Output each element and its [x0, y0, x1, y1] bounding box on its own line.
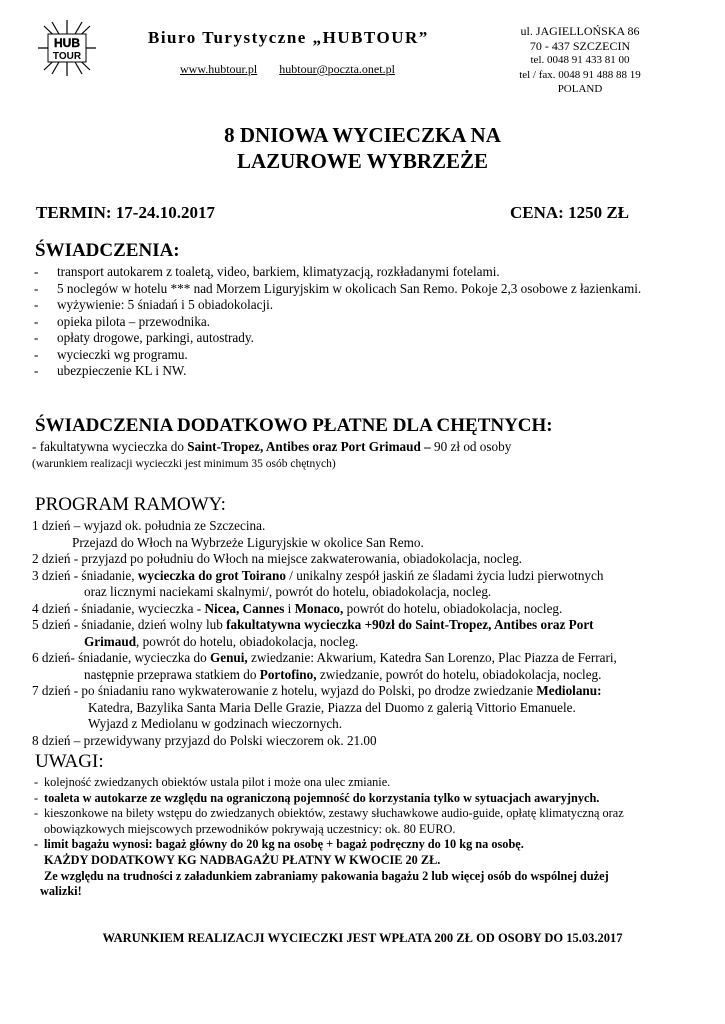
program-day-7-cont2: Wyjazd z Mediolanu w godzinach wieczornych.	[88, 716, 343, 731]
program-section	[32, 494, 697, 749]
payment-condition: WARUNKIEM REALIZACJI WYCIECZKI JEST WPŁATA 200 ZŁ OD OSOBY DO 15.03.2017	[102, 931, 623, 945]
hubtour-logo	[30, 20, 104, 76]
included-services-heading: ŚWIADCZENIA:	[35, 240, 180, 261]
note-item-cont: obowiązkowych miejscowych przewodników pokrywają uczestnicy: ok. 80 EURO.	[44, 821, 456, 836]
website-link[interactable]: www.hubtour.pl	[180, 62, 258, 76]
trip-price: CENA: 1250 ZŁ	[510, 203, 630, 222]
email-link[interactable]: hubtour@poczta.onet.pl	[279, 62, 395, 76]
program-day-7-cont: Katedra, Bazylika Santa Maria Delle Grazie, Piazza del Duomo z galerią Vittorio Emanuele.	[88, 699, 576, 715]
program-day-3: 3 dzień - śniadanie, wycieczka do grot Toirano / unikalny zespół jaskiń ze śladami życia ludzi pierwotnych	[32, 567, 604, 583]
program-day-6: 6 dzień- śniadanie, wycieczka do Genui, zwiedzanie: Akwarium, Katedra San Lorenzo, Plac Piazza de Ferrari,	[32, 650, 617, 665]
program-day-6-cont: następnie przeprawa statkiem do Portofino, zwiedzanie, powrót do hotelu, obiadokolacja, nocleg.	[84, 666, 602, 682]
brand-title: Biuro Turystyczne „HUBTOUR”	[148, 28, 429, 47]
list-item: - ubezpieczenie KL i NW.	[34, 363, 187, 378]
brand-links	[180, 62, 395, 77]
company-address	[500, 24, 660, 97]
program-day-4: 4 dzień - śniadanie, wycieczka - Nicea, Cannes i Monaco, powrót do hotelu, obiadokolacja, nocleg.	[32, 600, 563, 616]
program-heading: PROGRAM RAMOWY:	[35, 494, 226, 515]
trip-title-line1: 8 DNIOWA WYCIECZKA NA	[224, 123, 501, 147]
list-item: - wyżywienie: 5 śniadań i 5 obiadokolacji.	[34, 297, 274, 312]
note-item-cont: walizki!	[40, 884, 82, 899]
program-day-7: 7 dzień - po śniadaniu rano wykwaterowanie z hotelu, wyjazd do Polski, po drodze zwiedzanie Mediolanu:	[32, 683, 602, 698]
notes-section	[32, 751, 697, 900]
program-day-1: 1 dzień – wyjazd ok. południa ze Szczecina.	[32, 518, 266, 533]
note-item-cont: Ze względu na trudności z załadunkiem zabraniamy pakowania bagażu 2 lub więcej osób do wspólnej dużej	[44, 868, 609, 883]
list-item: - 5 noclegów w hotelu *** nad Morzem Liguryjskim w okolicach San Remo. Pokoje 2,3 osobowe z łazienkami.	[34, 280, 642, 296]
list-item: - transport autokarem z toaletą, video, barkiem, klimatyzacją, rozkładanymi fotelami.	[34, 264, 500, 279]
note-item-cont: KAŻDY DODATKOWY KG NADBAGAŻU PŁATNY W KWOCIE 20 ZŁ.	[44, 852, 441, 867]
address-fax: tel / fax. 0048 91 488 88 19	[519, 68, 641, 81]
address-street: ul. JAGIELLOŃSKA 86	[520, 24, 640, 38]
program-day-8: 8 dzień – przewidywany przyjazd do Polski wieczorem ok. 21.00	[32, 732, 377, 748]
address-phone: tel. 0048 91 433 81 00	[530, 54, 630, 66]
list-item: - opłaty drogowe, parkingi, autostrady.	[34, 330, 254, 345]
program-day-1-cont: Przejazd do Włoch na Wybrzeże Liguryjskie w okolice San Remo.	[72, 534, 424, 550]
trip-dates: TERMIN: 17-24.10.2017	[36, 203, 215, 222]
address-country: POLAND	[557, 83, 603, 95]
note-item: - kieszonkowe na bilety wstępu do zwiedzanych obiektów, zestawy słuchawkowe audio-guide, opłatę klimatyczną oraz	[34, 806, 624, 821]
trip-title-line2: LAZUROWE WYBRZEŻE	[236, 149, 489, 173]
included-services-list	[32, 264, 697, 380]
program-day-3-cont: oraz licznymi naciekami skalnymi/, powrót do hotelu, obiadokolacja, nocleg.	[84, 584, 492, 599]
program-day-2: 2 dzień - przyjazd po południu do Włoch na miejsce zakwaterowania, obiadokolacja, nocleg.	[32, 551, 523, 566]
notes-list	[32, 775, 697, 900]
address-city: 70 - 437 SZCZECIN	[529, 38, 631, 53]
program-day-5-cont: Grimaud, powrót do hotelu, obiadokolacja, nocleg.	[84, 633, 359, 649]
logo-text-top: HUB	[54, 36, 80, 50]
optional-excursion-line: - fakultatywna wycieczka do Saint-Tropez, Antibes oraz Port Grimaud – 90 zł od osoby	[32, 439, 512, 454]
optional-services-section	[32, 415, 697, 472]
trip-title	[0, 122, 725, 174]
note-item: - kolejność zwiedzanych obiektów ustala pilot i może ona ulec zmianie.	[34, 775, 391, 789]
optional-excursion-note: (warunkiem realizacji wycieczki jest minimum 35 osób chętnych)	[32, 457, 336, 470]
logo-text-bottom: TOUR	[52, 51, 82, 62]
optional-services-heading: ŚWIADCZENIA DODATKOWO PŁATNE DLA CHĘTNYCH:	[35, 415, 553, 436]
note-item: - toaleta w autokarze ze względu na ograniczoną pojemność do korzystania tylko w sytuacjach awaryjnych.	[34, 790, 600, 805]
list-item: - wycieczki wg programu.	[34, 346, 188, 362]
program-list	[32, 518, 697, 749]
program-day-5: 5 dzień - śniadanie, dzień wolny lub fakultatywna wycieczka +90zł do Saint-Tropez, Antibes oraz Port	[32, 617, 594, 632]
list-item: - opieka pilota – przewodnika.	[34, 313, 211, 329]
note-item: - limit bagażu wynosi: bagaż główny do 20 kg na osobę + bagaż podręczny do 10 kg na osobę.	[34, 837, 524, 852]
notes-heading: UWAGI:	[35, 751, 104, 772]
included-services-section	[32, 240, 697, 380]
